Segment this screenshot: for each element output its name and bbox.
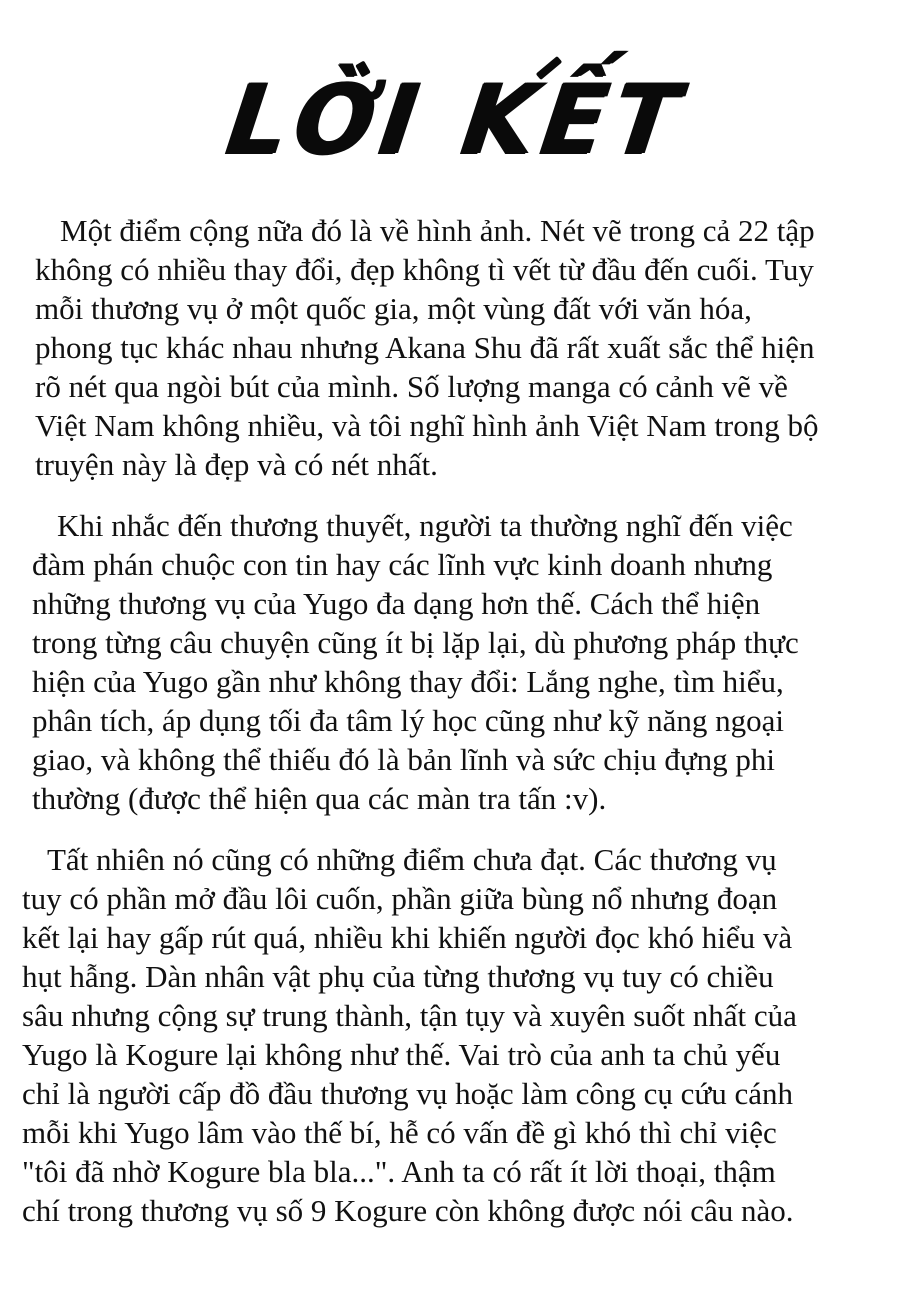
text-line: trong từng câu chuyện cũng ít bị lặp lại, dù phương pháp thực (32, 625, 799, 660)
title-heading: LỜI KẾT (220, 63, 693, 177)
text-line: mỗi khi Yugo lâm vào thế bí, hễ có vấn đề gì khó thì chỉ việc (22, 1115, 777, 1150)
text-line: chí trong thương vụ số 9 Kogure còn không được nói câu nào. (22, 1193, 794, 1228)
text-line: mỗi thương vụ ở một quốc gia, một vùng đất với văn hóa, (35, 291, 752, 326)
text-line: truyện này là đẹp và có nét nhất. (35, 447, 438, 482)
text-line: Khi nhắc đến thương thuyết, người ta thường nghĩ đến việc (57, 508, 793, 543)
text-line: hụt hẫng. Dàn nhân vật phụ của từng thương vụ tuy có chiều (22, 959, 774, 994)
text-line: sâu nhưng cộng sự trung thành, tận tụy và xuyên suốt nhất của (22, 998, 797, 1033)
text-line: không có nhiều thay đổi, đẹp không tì vết từ đầu đến cuối. Tuy (35, 252, 814, 287)
text-line: Yugo là Kogure lại không như thế. Vai trò của anh ta chủ yếu (22, 1037, 781, 1072)
text-line: tuy có phần mở đầu lôi cuốn, phần giữa bùng nổ nhưng đoạn (22, 881, 778, 916)
text-line: đàm phán chuộc con tin hay các lĩnh vực kinh doanh nhưng (32, 547, 773, 582)
text-line: phân tích, áp dụng tối đa tâm lý học cũng như kỹ năng ngoại (32, 703, 785, 738)
text-line: những thương vụ của Yugo đa dạng hơn thế. Cách thể hiện (32, 586, 761, 621)
text-line: kết lại hay gấp rút quá, nhiều khi khiến người đọc khó hiểu và (22, 920, 793, 955)
text-line: giao, và không thể thiếu đó là bản lĩnh và sức chịu đựng phi (32, 742, 776, 777)
text-line: Việt Nam không nhiều, và tôi nghĩ hình ảnh Việt Nam trong bộ (35, 408, 819, 443)
page-title (220, 62, 693, 180)
text-line: phong tục khác nhau nhưng Akana Shu đã rất xuất sắc thể hiện (35, 330, 815, 365)
text-line: hiện của Yugo gần như không thay đổi: Lắng nghe, tìm hiểu, (32, 664, 784, 699)
text-line: thường (được thể hiện qua các màn tra tấn :v). (32, 781, 607, 816)
text-line: Một điểm cộng nữa đó là về hình ảnh. Nét vẽ trong cả 22 tập (60, 213, 815, 248)
text-line: Tất nhiên nó cũng có những điểm chưa đạt. Các thương vụ (47, 842, 777, 877)
text-line: rõ nét qua ngòi bút của mình. Số lượng manga có cảnh vẽ về (35, 369, 788, 404)
text-line: "tôi đã nhờ Kogure bla bla...". Anh ta có rất ít lời thoại, thậm (22, 1154, 776, 1189)
text-line: chỉ là người cấp đồ đầu thương vụ hoặc làm công cụ cứu cánh (22, 1076, 793, 1111)
